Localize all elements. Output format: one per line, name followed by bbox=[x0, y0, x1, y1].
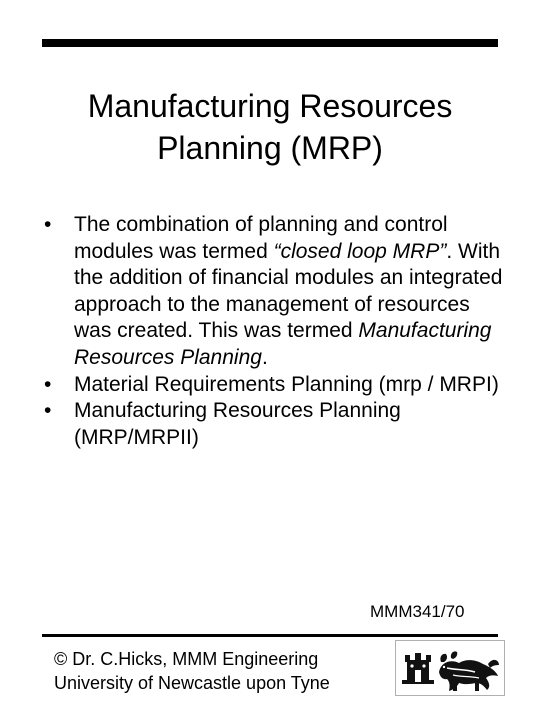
footer-line-1: © Dr. C.Hicks, MMM Engineering bbox=[54, 649, 319, 669]
bullet-icon: • bbox=[44, 372, 52, 396]
bullet-icon: • bbox=[44, 213, 52, 236]
bullet-item-mrpii bbox=[44, 398, 504, 451]
bottom-divider bbox=[42, 634, 498, 637]
newcastle-university-crest-icon bbox=[395, 640, 505, 696]
slide-number: MMM341/70 bbox=[370, 602, 465, 621]
slide-title bbox=[20, 85, 520, 169]
bullet-text-part: . bbox=[261, 345, 268, 369]
bullet-text-emphasis: Manufacturing Resources Planning bbox=[74, 319, 492, 369]
bullet-text-part: . With the addition of financial modules an integrated approach to the management of resources was created. This was termed bbox=[74, 239, 503, 343]
slide-title-line-2: Planning (MRP) bbox=[157, 130, 383, 166]
footer-credit bbox=[54, 647, 330, 695]
bullet-item-closed-loop bbox=[44, 212, 504, 372]
bullet-text-part: The combination of planning and control modules was termed bbox=[74, 213, 448, 263]
bullet-text: Manufacturing Resources Planning (MRP/MRPII) bbox=[74, 399, 401, 449]
slide-title-line-1: Manufacturing Resources bbox=[87, 88, 453, 124]
bullet-item-mrpi bbox=[44, 372, 504, 399]
bullet-list bbox=[44, 212, 504, 451]
bullet-icon: • bbox=[44, 399, 52, 423]
footer-line-2: University of Newcastle upon Tyne bbox=[54, 673, 330, 693]
bullet-text-emphasis: “closed loop MRP” bbox=[273, 239, 447, 263]
top-divider bbox=[42, 39, 498, 47]
bullet-text: Material Requirements Planning (mrp / MRPI) bbox=[74, 372, 499, 396]
